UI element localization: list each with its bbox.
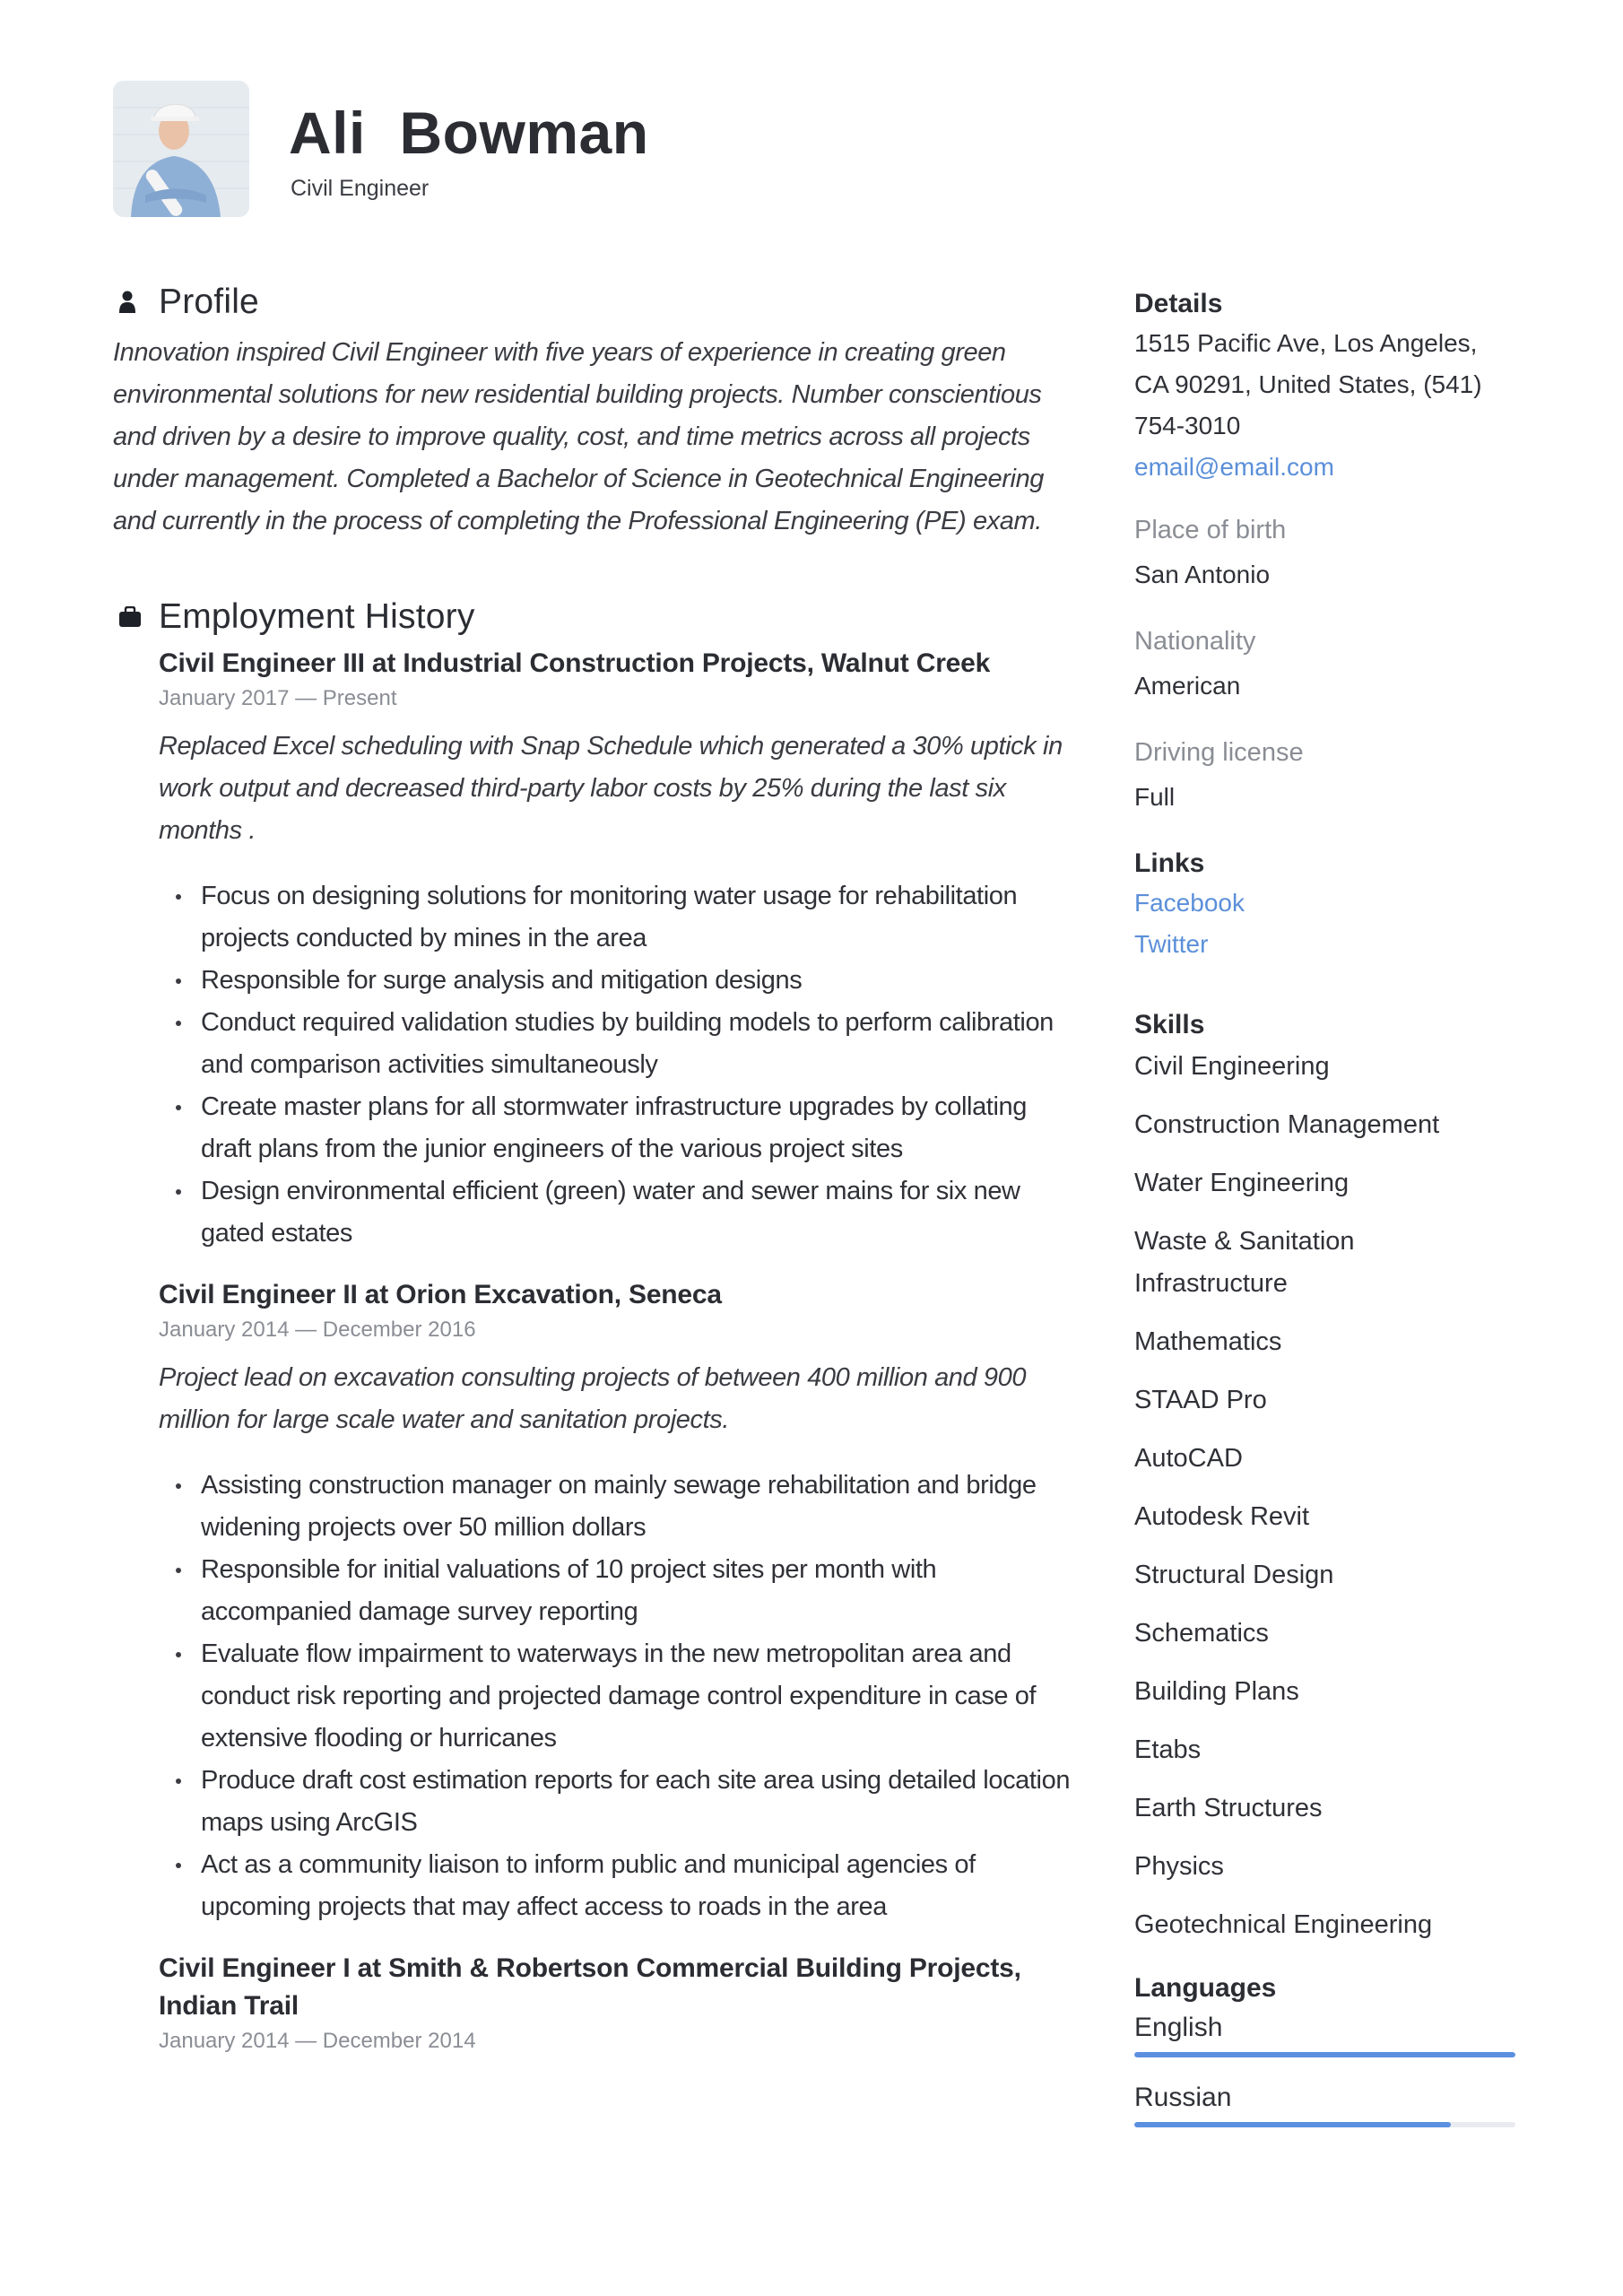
languages-heading: Languages bbox=[1134, 1973, 1277, 2003]
skill-item: Schematics bbox=[1134, 1619, 1269, 1648]
main-column bbox=[113, 278, 1072, 2068]
job-bullet: Responsible for initial valuations of 10 project sites per month with accompanied damage survey reporting bbox=[157, 1549, 1072, 1633]
nationality-value: American bbox=[1134, 672, 1241, 700]
job-dates: January 2017 — Present bbox=[159, 686, 397, 710]
job-bullet: Act as a community liaison to inform public and municipal agencies of upcoming projects that may affect access to roads in the area bbox=[157, 1844, 1072, 1928]
skills-heading: Skills bbox=[1134, 1010, 1205, 1039]
language-level-bar bbox=[1134, 2052, 1515, 2057]
skill-item: Construction Management bbox=[1134, 1110, 1440, 1139]
language-level-fill bbox=[1134, 2052, 1515, 2057]
address-line: 1515 Pacific Ave, Los Angeles, bbox=[1134, 329, 1478, 357]
skill-item: Earth Structures bbox=[1134, 1794, 1323, 1822]
job-bullet: Design environmental efficient (green) water and sewer mains for six new gated estates bbox=[157, 1170, 1072, 1255]
employment-heading bbox=[113, 593, 1072, 641]
employment-title: Employment History bbox=[159, 597, 475, 636]
profile-photo bbox=[113, 81, 249, 217]
skill-item: Structural Design bbox=[1134, 1561, 1334, 1589]
job-bullet: Produce draft cost estimation reports for each site area using detailed location maps using ArcGIS bbox=[157, 1760, 1072, 1844]
job-title: Civil Engineer I at Smith & Robertson Commercial Building Projects, Indian Trail bbox=[159, 1953, 1021, 2021]
links-section bbox=[1134, 845, 1520, 965]
driving-license-value: Full bbox=[1134, 783, 1176, 811]
profile-title: Profile bbox=[159, 283, 259, 321]
place-of-birth-label: Place of birth bbox=[1134, 516, 1287, 544]
profile-summary: Innovation inspired Civil Engineer with five years of experience in creating green environmental solutions for new residential building projects. Number conscientious and driven by a desire to improve quality, cost, and time metrics across all projects under management. Completed a Bachelor of Science in Geotechnical Engineering and currently in the process of completing the Professional Engineering (PE) exam. bbox=[113, 338, 1045, 535]
job-bullet: Conduct required validation studies by building models to perform calibration and comparison activities simultaneously bbox=[157, 1002, 1072, 1086]
skill-item: Geotechnical Engineering bbox=[1134, 1910, 1433, 1939]
job-bullets bbox=[157, 875, 1072, 1255]
skill-item: Civil Engineering bbox=[1134, 1052, 1330, 1081]
sidebar bbox=[1134, 285, 1520, 2147]
job-bullet: Responsible for surge analysis and mitigation designs bbox=[157, 960, 1072, 1002]
language-name: Russian bbox=[1134, 2083, 1232, 2112]
skill-item: Etabs bbox=[1134, 1735, 1202, 1764]
driving-license-label: Driving license bbox=[1134, 738, 1304, 767]
profile-heading bbox=[113, 278, 1072, 326]
address-line: 754-3010 bbox=[1134, 412, 1241, 439]
details-heading: Details bbox=[1134, 289, 1223, 318]
language-level-fill bbox=[1134, 2122, 1451, 2127]
job-dates: January 2014 — December 2014 bbox=[159, 2029, 476, 2053]
details-section bbox=[1134, 285, 1520, 818]
employment-section bbox=[113, 593, 1072, 2057]
twitter-link[interactable]: Twitter bbox=[1134, 930, 1209, 958]
job-entry bbox=[159, 645, 1072, 1255]
job-bullets bbox=[157, 1465, 1072, 1928]
briefcase-icon bbox=[113, 606, 159, 628]
job-entry bbox=[159, 1950, 1037, 2057]
job-summary: Project lead on excavation consulting projects of between 400 million and 900 million for large scale water and sanitation projects. bbox=[159, 1363, 1027, 1434]
address-line: CA 90291, United States, (541) bbox=[1134, 370, 1482, 398]
skill-item: AutoCAD bbox=[1134, 1444, 1243, 1473]
job-bullet: Evaluate flow impairment to waterways in the new metropolitan area and conduct risk reporting and projected damage control expenditure in case of extensive flooding or hurricanes bbox=[157, 1633, 1072, 1760]
skill-item: Physics bbox=[1134, 1852, 1224, 1881]
person-photo-icon bbox=[113, 81, 249, 217]
skill-item: Mathematics bbox=[1134, 1327, 1282, 1356]
job-title: Civil Engineer III at Industrial Construction Projects, Walnut Creek bbox=[159, 648, 991, 678]
job-entry bbox=[159, 1276, 1072, 1928]
skills-section bbox=[1134, 1006, 1520, 1946]
nationality-label: Nationality bbox=[1134, 627, 1256, 656]
job-dates: January 2014 — December 2016 bbox=[159, 1318, 476, 1342]
skill-item: STAAD Pro bbox=[1134, 1386, 1267, 1414]
languages-section bbox=[1134, 1970, 1520, 2127]
language-level-bar bbox=[1134, 2122, 1515, 2127]
job-bullet: Assisting construction manager on mainly sewage rehabilitation and bridge widening projects over 50 million dollars bbox=[157, 1465, 1072, 1549]
skill-item: Building Plans bbox=[1134, 1677, 1299, 1706]
language-name: English bbox=[1134, 2013, 1223, 2042]
facebook-link[interactable]: Facebook bbox=[1134, 889, 1245, 917]
skill-item: Autodesk Revit bbox=[1134, 1502, 1310, 1531]
skill-item: Waste & Sanitation Infrastructure bbox=[1134, 1227, 1355, 1298]
candidate-job-title: Civil Engineer bbox=[291, 176, 430, 201]
job-bullet: Create master plans for all stormwater infrastructure upgrades by collating draft plans from the junior engineers of the various project sites bbox=[157, 1086, 1072, 1170]
links-heading: Links bbox=[1134, 848, 1205, 878]
person-icon bbox=[113, 291, 159, 314]
email-link[interactable]: email@email.com bbox=[1134, 453, 1334, 481]
skill-item: Water Engineering bbox=[1134, 1169, 1350, 1197]
place-of-birth-value: San Antonio bbox=[1134, 561, 1271, 588]
profile-section bbox=[113, 278, 1072, 543]
candidate-name: Ali Bowman bbox=[289, 100, 649, 166]
job-bullet: Focus on designing solutions for monitoring water usage for rehabilitation projects conducted by mines in the area bbox=[157, 875, 1072, 960]
job-title: Civil Engineer II at Orion Excavation, Seneca bbox=[159, 1280, 722, 1309]
job-summary: Replaced Excel scheduling with Snap Schedule which generated a 30% uptick in work output and decreased third-party labor costs by 25% during the last six months . bbox=[159, 732, 1063, 845]
